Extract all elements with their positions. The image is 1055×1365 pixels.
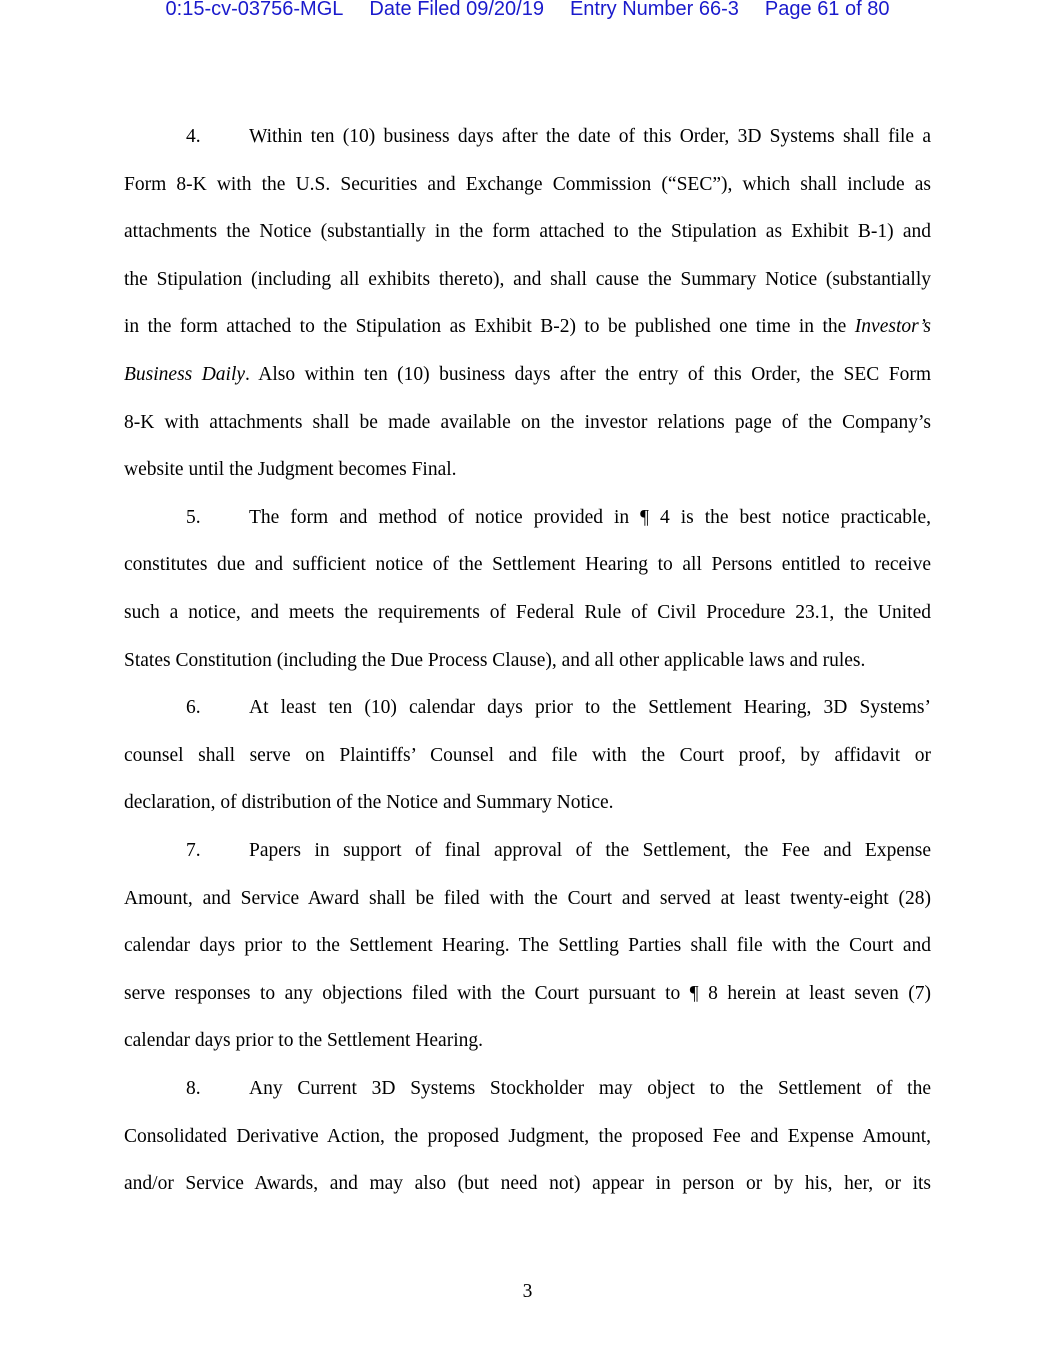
text: The form and method of notice provided in ¶ 4 is the best notice practicable,	[249, 506, 931, 528]
italic-text: Business Daily	[124, 364, 246, 385]
page-number: 3	[522, 1281, 533, 1302]
text: At least ten (10) calendar days prior to the Settlement Hearing, 3D Systems’	[249, 697, 931, 719]
text: Amount, and Service Award shall be filed with the Court and served at least twenty-eight (28)	[124, 887, 931, 909]
paragraph-line	[124, 934, 931, 958]
text: . Also within ten (10) business days after the entry of this Order, the SEC Form	[245, 364, 931, 385]
paragraph-line	[124, 553, 931, 577]
paragraph-line	[124, 315, 931, 339]
text: Any Current 3D Systems Stockholder may object to the Settlement of the	[249, 1078, 931, 1099]
text: in the form attached to the Stipulation as Exhibit B-2) to be published one time in the	[124, 316, 855, 338]
paragraph-number: 4.	[186, 126, 201, 147]
paragraph-line	[249, 696, 931, 720]
text: Papers in support of final approval of the Settlement, the Fee and Expense	[249, 840, 931, 861]
text: counsel shall serve on Plaintiffs’ Counsel and file with the Court proof, by affidavit or	[124, 744, 931, 766]
text: and/or Service Awards, and may also (but need not) appear in person or by his, her, or its	[124, 1173, 931, 1195]
text: serve responses to any objections filed with the Court pursuant to ¶ 8 herein at least seven (7)	[124, 982, 931, 1004]
text: calendar days prior to the Settlement Hearing. The Settling Parties shall file with the Court and	[124, 935, 931, 957]
text: Within ten (10) business days after the date of this Order, 3D Systems shall file a	[249, 126, 931, 147]
text: Form 8-K with the U.S. Securities and Exchange Commission (“SEC”), which shall include as	[124, 173, 931, 195]
italic-text: Investor’s	[854, 316, 931, 338]
paragraph-line	[124, 1029, 931, 1053]
paragraph-line	[249, 1077, 931, 1101]
text: attachments the Notice (substantially in the form attached to the Stipulation as Exhibit B-1) and	[124, 221, 931, 243]
paragraph-line	[124, 220, 931, 244]
paragraph-line	[124, 363, 931, 387]
date-filed: Date Filed 09/20/19	[369, 0, 544, 20]
entry-number: Entry Number 66-3	[569, 0, 739, 20]
text: calendar days prior to the Settlement Hearing.	[124, 1030, 483, 1052]
paragraph-line	[124, 1125, 931, 1149]
text: 8-K with attachments shall be made available on the investor relations page of the Company’s	[124, 411, 931, 433]
paragraph-line	[249, 839, 931, 863]
paragraph-line	[124, 411, 931, 435]
text: Consolidated Derivative Action, the proposed Judgment, the proposed Fee and Expense Amount,	[124, 1125, 931, 1147]
paragraph-number: 7.	[186, 840, 201, 861]
paragraph-line	[249, 506, 931, 530]
text: such a notice, and meets the requirements of Federal Rule of Civil Procedure 23.1, the United	[124, 602, 931, 623]
text: constitutes due and sufficient notice of the Settlement Hearing to all Persons entitled to receive	[124, 554, 931, 576]
text: the Stipulation (including all exhibits thereto), and shall cause the Summary Notice (substantially	[124, 268, 931, 290]
paragraph-line	[124, 173, 931, 197]
paragraph-number: 8.	[186, 1078, 201, 1099]
paragraph-number: 5.	[186, 506, 201, 528]
paragraph-line	[124, 458, 931, 482]
paragraph-line	[124, 982, 931, 1006]
case-number: 0:15-cv-03756-MGL	[165, 0, 344, 20]
paragraph-line	[124, 268, 931, 292]
paragraph-line	[124, 1172, 931, 1196]
paragraph-line	[124, 887, 931, 911]
paragraph-line	[124, 744, 931, 768]
page-of-total: Page 61 of 80	[764, 0, 890, 20]
paragraph-line	[124, 601, 931, 625]
filing-header	[0, 0, 1055, 21]
text: website until the Judgment becomes Final.	[124, 459, 457, 481]
paragraph-line	[124, 649, 931, 673]
text: declaration, of distribution of the Notice and Summary Notice.	[124, 792, 614, 814]
paragraph-line	[249, 125, 931, 149]
paragraph-number: 6.	[186, 697, 201, 719]
paragraph-line	[124, 791, 931, 815]
text: States Constitution (including the Due Process Clause), and all other applicable laws and rules.	[124, 649, 866, 671]
